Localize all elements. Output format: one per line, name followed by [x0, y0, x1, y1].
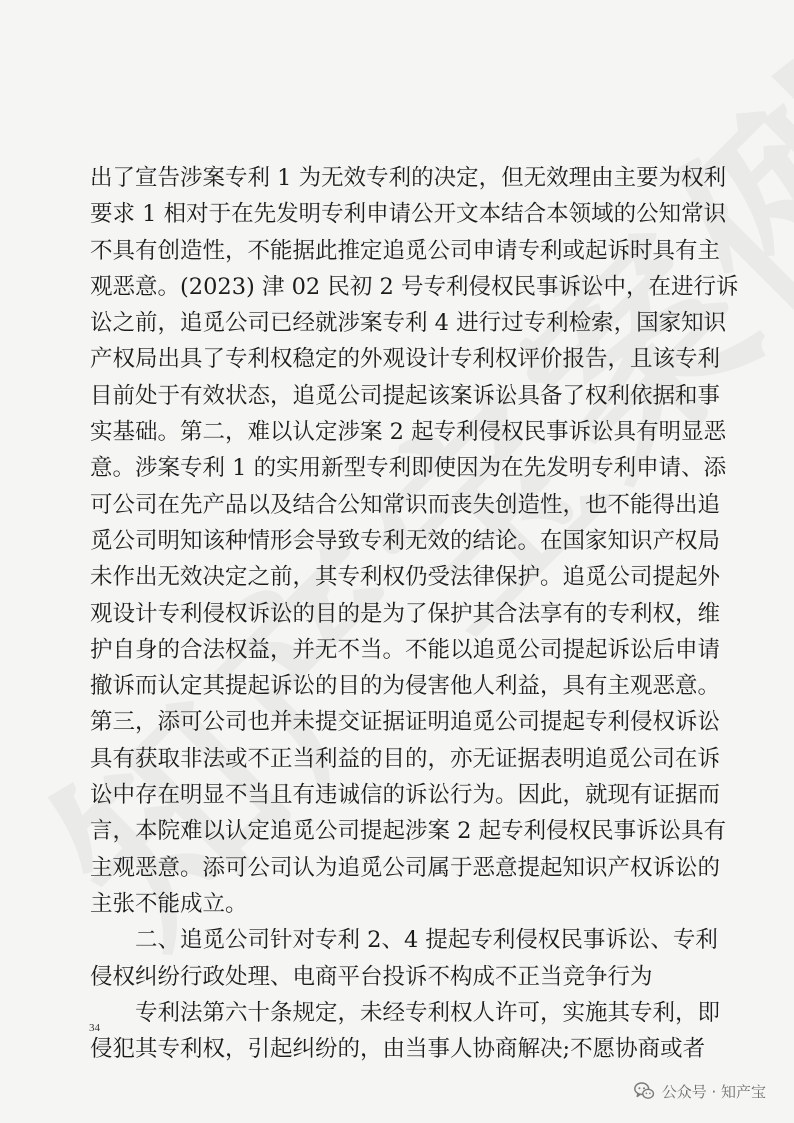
text-line: 意。涉案专利 1 的实用新型专利即使因为在先发明专利申请、添 [90, 455, 727, 482]
text-line: 觅公司明知该种情形会导致专利无效的结论。在国家知识产权局 [90, 527, 721, 554]
page-number: 34 [89, 1022, 100, 1034]
text-line: 具有获取非法或不正当利益的目的，亦无证据表明追觅公司在诉 [90, 745, 721, 772]
text-line: 主观恶意。添可公司认为追觅公司属于恶意提起知识产权诉讼的 [90, 854, 721, 881]
text-line: 产权局出具了专利权稳定的外观设计专利权评价报告，且该专利 [90, 346, 721, 373]
text-line: 可公司在先产品以及结合公知常识而丧失创造性，也不能得出追 [90, 491, 721, 518]
text-line: 不具有创造性，不能据此推定追觅公司申请专利或起诉时具有主 [90, 237, 721, 264]
text-line: 第三，添可公司也并未提交证据证明追觅公司提起专利侵权诉讼 [90, 709, 721, 736]
footer-brand [633, 1080, 766, 1102]
footer-brand-text: 公众号 · 知产宝 [661, 1082, 766, 1101]
text-line: 讼之前，追觅公司已经就涉案专利 4 进行过专利检索，国家知识 [90, 310, 727, 337]
text-line: 讼中存在明显不当且有违诚信的诉讼行为。因此，就现有证据而 [90, 782, 721, 809]
text-line: 出了宣告涉案专利 1 为无效专利的决定，但无效理由主要为权利 [90, 165, 727, 191]
text-line: 观恶意。(2023) 津 02 民初 2 号专利侵权民事诉讼中，在进行诉 [90, 273, 739, 300]
text-line: 实基础。第二，难以认定涉案 2 起专利侵权民事诉讼具有明显恶 [90, 419, 727, 446]
text-line: 主张不能成立。 [90, 890, 248, 917]
text-line: 目前处于有效状态，追觅公司提起该案诉讼具备了权利依据和事 [90, 382, 721, 409]
text-line: 护自身的合法权益，并无不当。不能以追觅公司提起诉讼后申请 [90, 636, 721, 663]
section-heading-line: 二、追觅公司针对专利 2、4 提起专利侵权民事诉讼、专利 [135, 927, 718, 954]
wechat-icon [633, 1080, 655, 1102]
text-line: 撤诉而认定其提起诉讼的目的为侵害他人利益，具有主观恶意。 [90, 673, 721, 700]
text-line: 言，本院难以认定追觅公司提起涉案 2 起专利侵权民事诉讼具有 [90, 818, 727, 845]
section-heading-line: 侵权纠纷行政处理、电商平台投诉不构成不正当竞争行为 [90, 963, 653, 990]
text-line: 要求 1 相对于在先发明专利申请公开文本结合本领域的公知常识 [90, 201, 727, 228]
body-text [90, 160, 739, 1067]
text-line: 未作出无效决定之前，其专利权仍受法律保护。追觅公司提起外 [90, 564, 721, 591]
text-line: 观设计专利侵权诉讼的目的是为了保护其合法享有的专利权，维 [90, 600, 721, 627]
text-line: 专利法第六十条规定，未经专利权人许可，实施其专利，即 [135, 999, 721, 1026]
text-line: 侵犯其专利权，引起纠纷的，由当事人协商解决;不愿协商或者 [90, 1036, 706, 1063]
